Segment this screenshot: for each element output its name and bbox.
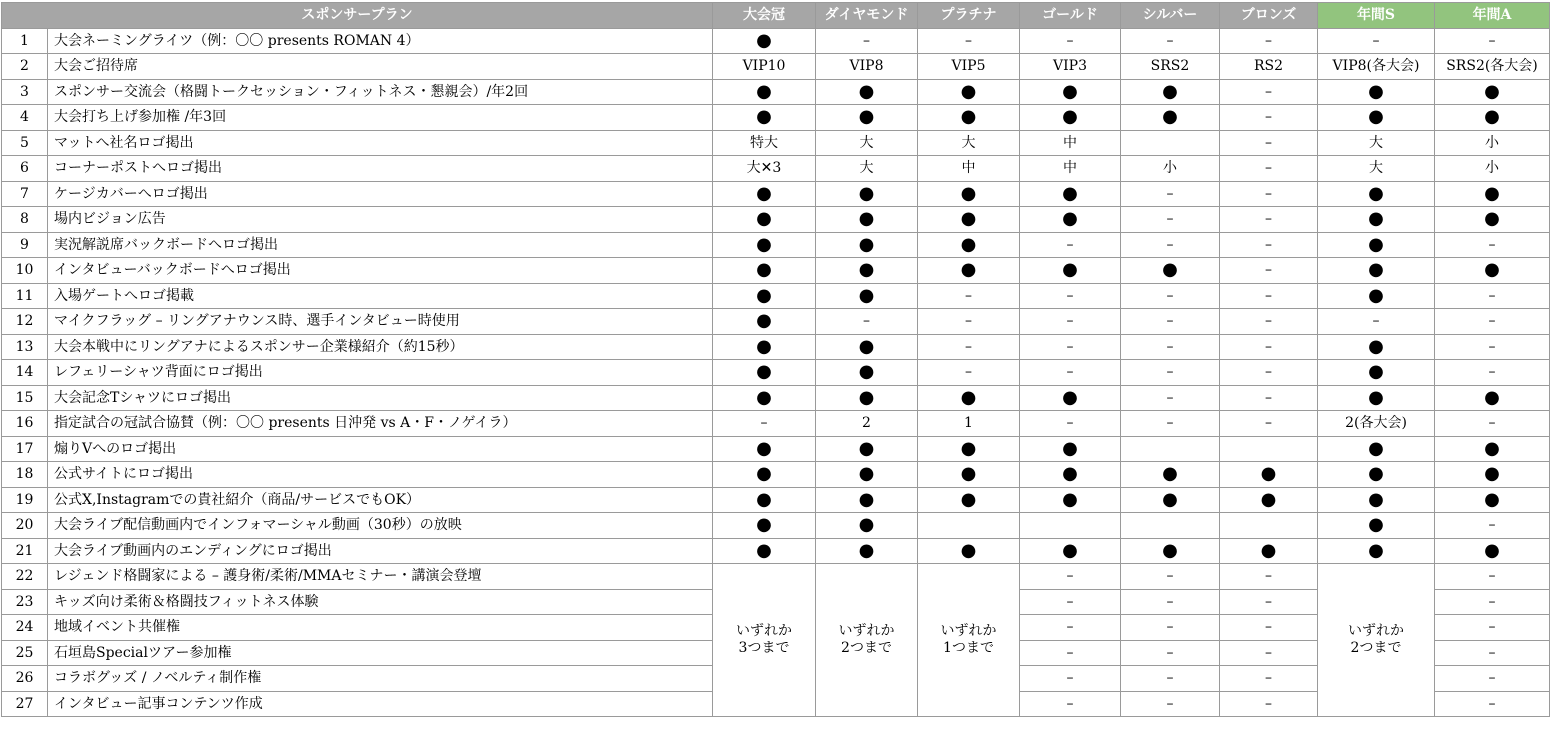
header-tier-bronze: ブロンズ bbox=[1220, 3, 1318, 29]
row-cell: ● bbox=[1020, 181, 1121, 207]
row-cell: ● bbox=[1318, 360, 1435, 386]
table-row bbox=[2, 130, 1550, 156]
row-cell: – bbox=[1121, 309, 1220, 335]
row-cell: – bbox=[1220, 666, 1318, 692]
row-cell: – bbox=[1435, 232, 1550, 258]
row-cell: ● bbox=[816, 538, 918, 564]
row-cell: ● bbox=[713, 334, 816, 360]
row-feature: 大会ライブ配信動画内でインフォマーシャル動画（30秒）の放映 bbox=[48, 513, 713, 539]
row-cell: RS2 bbox=[1220, 54, 1318, 80]
row-cell: ● bbox=[713, 436, 816, 462]
row-cell: ● bbox=[1435, 487, 1550, 513]
row-cell: ● bbox=[713, 309, 816, 335]
row-cell bbox=[1121, 130, 1220, 156]
table-body bbox=[2, 28, 1550, 717]
row-cell: – bbox=[816, 28, 918, 54]
row-cell: ● bbox=[816, 207, 918, 233]
row-cell: 小 bbox=[1435, 156, 1550, 182]
row-cell: – bbox=[1020, 589, 1121, 615]
row-cell: ● bbox=[816, 385, 918, 411]
row-cell: ● bbox=[1435, 462, 1550, 488]
row-cell: – bbox=[1220, 258, 1318, 284]
row-feature: 場内ビジョン広告 bbox=[48, 207, 713, 233]
row-cell: – bbox=[1121, 28, 1220, 54]
row-cell: – bbox=[1121, 411, 1220, 437]
header-tier-silver: シルバー bbox=[1121, 3, 1220, 29]
row-cell: ● bbox=[713, 207, 816, 233]
table-row bbox=[2, 385, 1550, 411]
header-plan: スポンサープラン bbox=[2, 3, 713, 29]
row-cell bbox=[1220, 436, 1318, 462]
table-row bbox=[2, 360, 1550, 386]
table-row bbox=[2, 283, 1550, 309]
row-cell: ● bbox=[1435, 105, 1550, 131]
row-cell: – bbox=[1020, 334, 1121, 360]
row-cell: ● bbox=[816, 436, 918, 462]
row-cell: ● bbox=[816, 181, 918, 207]
row-cell: – bbox=[1435, 28, 1550, 54]
row-cell: – bbox=[1220, 28, 1318, 54]
row-feature: インタビューバックボードへロゴ掲出 bbox=[48, 258, 713, 284]
row-feature: 石垣島Specialツアー参加権 bbox=[48, 640, 713, 666]
options-merged-diamond bbox=[816, 564, 918, 717]
row-cell: ● bbox=[816, 334, 918, 360]
row-cell: – bbox=[1121, 207, 1220, 233]
table-row bbox=[2, 28, 1550, 54]
row-feature: 大会記念Tシャツにロゴ掲出 bbox=[48, 385, 713, 411]
row-cell: – bbox=[1220, 156, 1318, 182]
header-row bbox=[2, 3, 1550, 29]
row-number: 9 bbox=[2, 232, 48, 258]
row-feature: 大会本戦中にリングアナによるスポンサー企業様紹介（約15秒） bbox=[48, 334, 713, 360]
row-feature: 公式サイトにロゴ掲出 bbox=[48, 462, 713, 488]
row-number: 14 bbox=[2, 360, 48, 386]
row-cell: ● bbox=[1020, 207, 1121, 233]
row-cell: ● bbox=[713, 360, 816, 386]
row-cell: – bbox=[1220, 181, 1318, 207]
row-cell: ● bbox=[1318, 79, 1435, 105]
row-cell: – bbox=[1220, 105, 1318, 131]
row-cell: ● bbox=[1318, 232, 1435, 258]
row-number: 17 bbox=[2, 436, 48, 462]
row-cell: ● bbox=[1435, 181, 1550, 207]
row-cell: ● bbox=[1020, 436, 1121, 462]
row-number: 10 bbox=[2, 258, 48, 284]
row-cell bbox=[1121, 436, 1220, 462]
row-cell: – bbox=[1220, 615, 1318, 641]
row-cell: ● bbox=[1318, 334, 1435, 360]
row-number: 27 bbox=[2, 691, 48, 717]
row-feature: 大会ネーミングライツ（例：〇〇 presents ROMAN 4） bbox=[48, 28, 713, 54]
row-cell: 中 bbox=[1020, 130, 1121, 156]
sponsor-plan-table bbox=[1, 2, 1550, 717]
row-cell: ● bbox=[1020, 79, 1121, 105]
row-number: 6 bbox=[2, 156, 48, 182]
row-cell: ● bbox=[1318, 181, 1435, 207]
row-cell: ● bbox=[713, 283, 816, 309]
row-cell: – bbox=[1435, 640, 1550, 666]
row-cell: ● bbox=[918, 258, 1020, 284]
merged-line-1: いずれか bbox=[940, 622, 997, 639]
row-cell: – bbox=[1435, 309, 1550, 335]
row-cell: – bbox=[1121, 666, 1220, 692]
row-number: 23 bbox=[2, 589, 48, 615]
table-row bbox=[2, 105, 1550, 131]
row-cell: – bbox=[918, 334, 1020, 360]
row-number: 21 bbox=[2, 538, 48, 564]
row-cell: ● bbox=[1318, 385, 1435, 411]
row-cell: ● bbox=[1020, 487, 1121, 513]
table-row bbox=[2, 487, 1550, 513]
row-cell: – bbox=[1220, 385, 1318, 411]
row-cell: ● bbox=[1121, 462, 1220, 488]
row-number: 13 bbox=[2, 334, 48, 360]
table-row bbox=[2, 156, 1550, 182]
row-cell: – bbox=[1020, 360, 1121, 386]
header-tier-annual-a: 年間A bbox=[1435, 3, 1550, 29]
row-cell: – bbox=[1220, 640, 1318, 666]
row-cell: ● bbox=[816, 487, 918, 513]
row-cell: – bbox=[1121, 232, 1220, 258]
row-cell: – bbox=[918, 283, 1020, 309]
row-cell: ● bbox=[1020, 538, 1121, 564]
row-cell: 2 bbox=[816, 411, 918, 437]
row-feature: スポンサー交流会（格闘トークセッション・フィットネス・懇親会）/年2回 bbox=[48, 79, 713, 105]
row-cell: – bbox=[1220, 309, 1318, 335]
row-cell: ● bbox=[1121, 105, 1220, 131]
row-cell: 1 bbox=[918, 411, 1020, 437]
row-feature: 入場ゲートへロゴ掲載 bbox=[48, 283, 713, 309]
row-cell: ● bbox=[713, 462, 816, 488]
row-cell: 小 bbox=[1121, 156, 1220, 182]
row-number: 5 bbox=[2, 130, 48, 156]
table-row bbox=[2, 79, 1550, 105]
row-cell: – bbox=[1318, 309, 1435, 335]
row-cell: – bbox=[1220, 334, 1318, 360]
row-cell: – bbox=[1220, 130, 1318, 156]
row-cell: ● bbox=[1318, 207, 1435, 233]
row-cell: ● bbox=[1435, 207, 1550, 233]
merged-line-2: 2つまで bbox=[1350, 640, 1402, 656]
row-cell: ● bbox=[816, 105, 918, 131]
row-cell: ● bbox=[1318, 462, 1435, 488]
row-feature: 大会ご招待席 bbox=[48, 54, 713, 80]
row-cell: ● bbox=[918, 462, 1020, 488]
row-cell: – bbox=[1220, 232, 1318, 258]
row-cell: – bbox=[1020, 640, 1121, 666]
options-merged-annual-s bbox=[1318, 564, 1435, 717]
row-feature: レフェリーシャツ背面にロゴ掲出 bbox=[48, 360, 713, 386]
row-cell: 大 bbox=[816, 130, 918, 156]
row-feature: インタビュー記事コンテンツ作成 bbox=[48, 691, 713, 717]
row-cell: ● bbox=[713, 487, 816, 513]
row-cell: – bbox=[1020, 615, 1121, 641]
table-row bbox=[2, 181, 1550, 207]
row-cell: – bbox=[1121, 564, 1220, 590]
header-tier-annual-s: 年間S bbox=[1318, 3, 1435, 29]
merged-line-1: いずれか bbox=[838, 622, 895, 639]
row-cell: VIP10 bbox=[713, 54, 816, 80]
row-cell: – bbox=[918, 28, 1020, 54]
row-number: 11 bbox=[2, 283, 48, 309]
row-cell: ● bbox=[1435, 436, 1550, 462]
row-cell: – bbox=[918, 309, 1020, 335]
row-cell: 特大 bbox=[713, 130, 816, 156]
row-cell: ● bbox=[918, 232, 1020, 258]
row-cell: – bbox=[1435, 666, 1550, 692]
row-cell: – bbox=[1121, 181, 1220, 207]
row-cell: ● bbox=[1121, 79, 1220, 105]
row-feature: 指定試合の冠試合協賛（例：〇〇 presents 日沖発 vs A・F・ノゲイラ） bbox=[48, 411, 713, 437]
row-number: 22 bbox=[2, 564, 48, 590]
row-cell: ● bbox=[713, 105, 816, 131]
row-cell: – bbox=[1121, 615, 1220, 641]
row-cell: 2(各大会) bbox=[1318, 411, 1435, 437]
row-cell: ● bbox=[1318, 538, 1435, 564]
row-cell: – bbox=[1020, 691, 1121, 717]
row-cell: 中 bbox=[1020, 156, 1121, 182]
row-cell: – bbox=[1435, 691, 1550, 717]
row-cell: – bbox=[1435, 513, 1550, 539]
row-cell: ● bbox=[816, 232, 918, 258]
row-cell: ● bbox=[1318, 105, 1435, 131]
merged-line-1: いずれか bbox=[736, 622, 792, 639]
row-number: 19 bbox=[2, 487, 48, 513]
row-cell: ● bbox=[1220, 538, 1318, 564]
header-tier-platinum: プラチナ bbox=[918, 3, 1020, 29]
row-cell: 小 bbox=[1435, 130, 1550, 156]
row-cell: ● bbox=[816, 283, 918, 309]
row-cell: – bbox=[1121, 360, 1220, 386]
row-cell: ● bbox=[713, 258, 816, 284]
row-number: 24 bbox=[2, 615, 48, 641]
row-cell: – bbox=[1020, 411, 1121, 437]
row-cell: ● bbox=[816, 513, 918, 539]
row-cell: ● bbox=[713, 181, 816, 207]
row-cell: ● bbox=[1220, 462, 1318, 488]
row-cell: – bbox=[1220, 207, 1318, 233]
row-cell: – bbox=[1121, 691, 1220, 717]
row-number: 3 bbox=[2, 79, 48, 105]
row-cell: – bbox=[1121, 283, 1220, 309]
row-feature: キッズ向け柔術＆格闘技フィットネス体験 bbox=[48, 589, 713, 615]
row-cell: ● bbox=[713, 513, 816, 539]
row-feature: 大会ライブ動画内のエンディングにロゴ掲出 bbox=[48, 538, 713, 564]
row-cell: ● bbox=[1020, 385, 1121, 411]
row-cell: ● bbox=[1318, 258, 1435, 284]
row-cell: – bbox=[1435, 334, 1550, 360]
row-cell: ● bbox=[918, 181, 1020, 207]
row-cell bbox=[918, 513, 1020, 539]
row-cell: – bbox=[1121, 589, 1220, 615]
row-cell: – bbox=[816, 309, 918, 335]
row-feature: 煽りVへのロゴ掲出 bbox=[48, 436, 713, 462]
row-feature: レジェンド格闘家による – 護身術/柔術/MMAセミナー・講演会登壇 bbox=[48, 564, 713, 590]
table-row bbox=[2, 54, 1550, 80]
row-cell: – bbox=[1435, 564, 1550, 590]
row-cell: – bbox=[1020, 564, 1121, 590]
header-tier-taikai: 大会冠 bbox=[713, 3, 816, 29]
row-cell: VIP8(各大会) bbox=[1318, 54, 1435, 80]
row-cell: ● bbox=[918, 385, 1020, 411]
row-number: 18 bbox=[2, 462, 48, 488]
row-cell: – bbox=[1318, 28, 1435, 54]
row-number: 4 bbox=[2, 105, 48, 131]
row-cell: ● bbox=[1020, 105, 1121, 131]
row-cell: – bbox=[1220, 360, 1318, 386]
row-cell: – bbox=[1220, 411, 1318, 437]
row-number: 12 bbox=[2, 309, 48, 335]
row-cell: 大 bbox=[1318, 156, 1435, 182]
row-number: 7 bbox=[2, 181, 48, 207]
row-cell: – bbox=[1020, 28, 1121, 54]
row-cell: – bbox=[1435, 615, 1550, 641]
options-merged-taikai bbox=[713, 564, 816, 717]
row-number: 20 bbox=[2, 513, 48, 539]
row-number: 25 bbox=[2, 640, 48, 666]
table-row bbox=[2, 436, 1550, 462]
row-cell: – bbox=[1220, 589, 1318, 615]
row-cell: – bbox=[1220, 79, 1318, 105]
row-cell: – bbox=[1220, 691, 1318, 717]
header-tier-gold: ゴールド bbox=[1020, 3, 1121, 29]
row-cell: ● bbox=[1435, 385, 1550, 411]
row-cell: ● bbox=[918, 487, 1020, 513]
row-cell: ● bbox=[1435, 258, 1550, 284]
row-cell bbox=[1020, 513, 1121, 539]
row-cell: ● bbox=[816, 79, 918, 105]
row-feature: 実況解説席バックボードへロゴ掲出 bbox=[48, 232, 713, 258]
row-cell: ● bbox=[1318, 487, 1435, 513]
row-cell: VIP3 bbox=[1020, 54, 1121, 80]
row-cell: ● bbox=[1435, 79, 1550, 105]
row-cell: ● bbox=[713, 79, 816, 105]
table-row bbox=[2, 538, 1550, 564]
row-cell: – bbox=[1220, 564, 1318, 590]
row-cell: ● bbox=[1121, 538, 1220, 564]
row-cell: ● bbox=[1318, 283, 1435, 309]
table-row bbox=[2, 309, 1550, 335]
row-cell: – bbox=[1220, 283, 1318, 309]
row-cell: ● bbox=[918, 105, 1020, 131]
row-cell: ● bbox=[1318, 513, 1435, 539]
row-cell: – bbox=[1435, 411, 1550, 437]
row-number: 16 bbox=[2, 411, 48, 437]
row-cell: – bbox=[1020, 666, 1121, 692]
table-row bbox=[2, 462, 1550, 488]
table-row bbox=[2, 334, 1550, 360]
row-cell: ● bbox=[816, 360, 918, 386]
table-row bbox=[2, 258, 1550, 284]
row-cell: SRS2 bbox=[1121, 54, 1220, 80]
row-cell: VIP8 bbox=[816, 54, 918, 80]
row-cell: ● bbox=[816, 258, 918, 284]
options-merged-platinum bbox=[918, 564, 1020, 717]
row-number: 26 bbox=[2, 666, 48, 692]
merged-line-2: 3つまで bbox=[738, 640, 790, 656]
row-cell: – bbox=[1121, 385, 1220, 411]
row-cell: – bbox=[1121, 334, 1220, 360]
row-cell: ● bbox=[713, 385, 816, 411]
row-feature: コラボグッズ / ノベルティ制作権 bbox=[48, 666, 713, 692]
row-cell: 大 bbox=[918, 130, 1020, 156]
row-number: 1 bbox=[2, 28, 48, 54]
row-cell: ● bbox=[1220, 487, 1318, 513]
row-cell: – bbox=[1435, 360, 1550, 386]
row-cell bbox=[1121, 513, 1220, 539]
row-cell: – bbox=[713, 411, 816, 437]
table-row bbox=[2, 232, 1550, 258]
table-row bbox=[2, 411, 1550, 437]
row-cell: ● bbox=[1121, 487, 1220, 513]
header-tier-diamond: ダイヤモンド bbox=[816, 3, 918, 29]
row-cell: ● bbox=[1435, 538, 1550, 564]
row-cell: ● bbox=[918, 207, 1020, 233]
row-feature: 地域イベント共催権 bbox=[48, 615, 713, 641]
row-cell: – bbox=[1020, 283, 1121, 309]
row-feature: マイクフラッグ – リングアナウンス時、選手インタビュー時使用 bbox=[48, 309, 713, 335]
row-feature: ケージカバーへロゴ掲出 bbox=[48, 181, 713, 207]
row-number: 15 bbox=[2, 385, 48, 411]
row-cell: ● bbox=[713, 232, 816, 258]
row-cell: – bbox=[1020, 232, 1121, 258]
row-cell: – bbox=[918, 360, 1020, 386]
merged-line-2: 2つまで bbox=[841, 640, 892, 656]
row-cell: 大✕3 bbox=[713, 156, 816, 182]
row-cell: ● bbox=[918, 436, 1020, 462]
row-cell: – bbox=[1121, 640, 1220, 666]
row-cell: SRS2(各大会) bbox=[1435, 54, 1550, 80]
row-cell: ● bbox=[713, 28, 816, 54]
row-cell: ● bbox=[918, 538, 1020, 564]
row-cell: 大 bbox=[816, 156, 918, 182]
row-cell: ● bbox=[918, 79, 1020, 105]
row-feature: コーナーポストへロゴ掲出 bbox=[48, 156, 713, 182]
row-cell: 大 bbox=[1318, 130, 1435, 156]
row-cell: ● bbox=[1318, 436, 1435, 462]
row-feature: マットへ社名ロゴ掲出 bbox=[48, 130, 713, 156]
row-number: 8 bbox=[2, 207, 48, 233]
row-number: 2 bbox=[2, 54, 48, 80]
row-cell: 中 bbox=[918, 156, 1020, 182]
table-row bbox=[2, 207, 1550, 233]
row-cell: – bbox=[1020, 309, 1121, 335]
row-feature: 公式X,Instagramでの貴社紹介（商品/サービスでもOK） bbox=[48, 487, 713, 513]
row-cell: – bbox=[1435, 283, 1550, 309]
row-cell: ● bbox=[713, 538, 816, 564]
row-cell: ● bbox=[816, 462, 918, 488]
table-row bbox=[2, 513, 1550, 539]
row-cell: ● bbox=[1020, 462, 1121, 488]
table-row bbox=[2, 564, 1550, 590]
row-cell: ● bbox=[1020, 258, 1121, 284]
row-cell: VIP5 bbox=[918, 54, 1020, 80]
row-cell: – bbox=[1435, 589, 1550, 615]
row-cell bbox=[1220, 513, 1318, 539]
row-cell: ● bbox=[1121, 258, 1220, 284]
row-feature: 大会打ち上げ参加権 /年3回 bbox=[48, 105, 713, 131]
merged-line-2: 1つまで bbox=[943, 640, 994, 656]
merged-line-1: いずれか bbox=[1348, 622, 1404, 639]
